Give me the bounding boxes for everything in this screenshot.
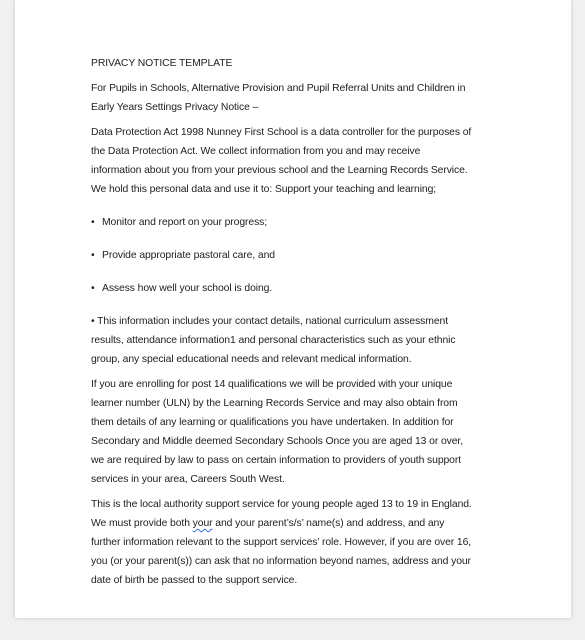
bullet-text: Provide appropriate pastoral care, and <box>102 250 275 261</box>
local-authority-line: further information relevant to the support services’ role. However, if you are over 16, <box>91 537 472 548</box>
bullet-icon: • <box>91 217 95 228</box>
intro-line: We hold this personal data and use it to: Support your teaching and learning; <box>91 184 437 195</box>
text-segment: We must provide both <box>91 518 193 529</box>
post14-line: Secondary and Middle deemed Secondary Schools Once you are aged 13 or over, <box>91 436 463 447</box>
document-title: PRIVACY NOTICE TEMPLATE <box>91 58 233 69</box>
local-authority-line <box>91 514 521 533</box>
subtitle-line: For Pupils in Schools, Alternative Provision and Pupil Referral Units and Children in <box>91 83 466 94</box>
info-line: group, any special educational needs and relevant medical information. <box>91 354 412 365</box>
text-segment: and your parent’s/s’ name(s) and address, and any <box>212 518 445 529</box>
post14-line: them details of any learning or qualifications you have undertaken. In addition for <box>91 417 454 428</box>
bullet-icon: • <box>91 250 95 261</box>
document-page <box>15 0 571 618</box>
intro-line: Data Protection Act 1998 Nunney First School is a data controller for the purposes of <box>91 127 472 138</box>
intro-line: the Data Protection Act. We collect information from you and may receive <box>91 146 421 157</box>
post14-line: learner number (ULN) by the Learning Records Service and may also obtain from <box>91 398 458 409</box>
local-authority-line: you (or your parent(s)) can ask that no information beyond names, address and your <box>91 556 471 567</box>
subtitle-line: Early Years Settings Privacy Notice – <box>91 102 259 113</box>
bullet-text: Assess how well your school is doing. <box>102 283 273 294</box>
spacer <box>91 265 521 279</box>
post14-line: If you are enrolling for post 14 qualifications we will be provided with your unique <box>91 379 453 390</box>
bullet-text: Monitor and report on your progress; <box>102 217 268 228</box>
spacer <box>91 298 521 312</box>
spacer <box>91 232 521 246</box>
intro-line: information about you from your previous school and the Learning Records Service. <box>91 165 468 176</box>
bullet-item <box>91 246 521 265</box>
info-line: • This information includes your contact details, national curriculum assessment <box>91 316 448 327</box>
local-authority-line: This is the local authority support service for young people aged 13 to 19 in England. <box>91 499 472 510</box>
local-authority-line: date of birth be passed to the support service. <box>91 575 298 586</box>
document-content <box>91 54 521 590</box>
spellcheck-flagged-word[interactable]: your <box>192 518 213 529</box>
bullet-item <box>91 213 521 232</box>
post14-line: we are required by law to pass on certain information to providers of youth support <box>91 455 462 466</box>
bullet-icon: • <box>91 283 95 294</box>
info-line: results, attendance information1 and personal characteristics such as your ethnic <box>91 335 456 346</box>
post14-line: services in your area, Careers South West. <box>91 474 285 485</box>
spacer <box>91 199 521 213</box>
bullet-item <box>91 279 521 298</box>
